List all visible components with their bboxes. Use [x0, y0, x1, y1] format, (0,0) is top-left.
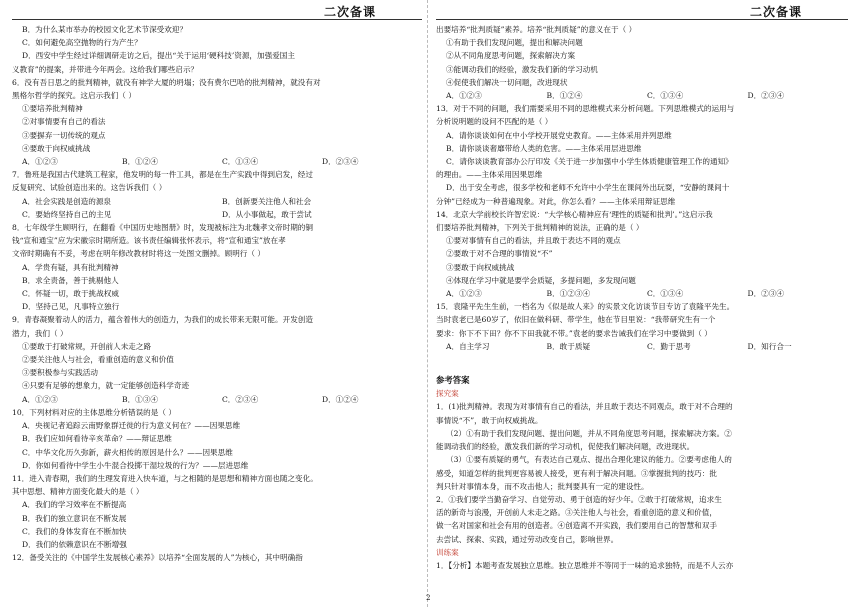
- page-number: 2: [426, 594, 431, 602]
- answer-options: [12, 393, 422, 406]
- right-header-title: 二次备课: [749, 5, 802, 19]
- text-line: 分析说明题的设问不匹配的是（ ）: [436, 117, 553, 127]
- text-line: 事情说“不”，敢于向权威挑战。: [436, 415, 543, 425]
- text-line: 的理由。——主体采用因果思维: [436, 170, 543, 180]
- text-line: C．如何避免高空抛物的行为产生？: [22, 38, 142, 48]
- text-line: D．坚持己见，凡事特立独行: [22, 302, 120, 312]
- text-line: ④只要有足够的想象力，就一定能够创造科学奇迹: [22, 381, 190, 391]
- text-line: A．央视记者追踪云南野象群迁徙的行为意义何在？——因果思维: [22, 421, 241, 431]
- answer-option: D．②③④: [322, 157, 359, 167]
- text-line: ④要敢于向权威挑战: [22, 143, 91, 153]
- text-line: [436, 353, 848, 366]
- answer-option: B．①③④: [122, 394, 158, 404]
- section-heading: 参考答案: [436, 375, 470, 386]
- answer-option: C．①③④: [222, 157, 259, 167]
- text-line: 感受，知道怎样的批判更容易被人接受，更有利于解决问题。③掌握批判的技巧：批: [436, 468, 717, 478]
- text-line: B．我们的独立意识在不断发展: [22, 513, 127, 523]
- text-line: C．请你谈谈教育部办公厅印发《关于进一步加强中小学生体质健康管理工作的通知》: [446, 157, 733, 167]
- answer-option: A．①②③: [446, 91, 482, 101]
- answer-option: D．①②④: [322, 394, 359, 404]
- text-line: ②要敢于对不合理的事情说“不”: [446, 249, 553, 259]
- answer-options: [12, 208, 422, 221]
- text-line: 9．青春凝聚着动人的活力，蕴含着伟大的创造力，为我们的成长带来无限可能。开发创造: [12, 315, 313, 325]
- text-line: ③要摒弃一切传统的观点: [22, 130, 106, 140]
- answer-options: [436, 287, 848, 300]
- text-line: 7．鲁班是我国古代建筑工程家，他发明的每一件工具，都是在生产实践中得到启发，经过: [12, 170, 313, 180]
- answer-option: A．社会实践是创造的源泉: [22, 196, 112, 206]
- text-line: ②对事情要有自己的看法: [22, 117, 106, 127]
- answer-option: C．②③④: [222, 394, 259, 404]
- text-line: 能调动我们的经验，激发我们新的学习动机，促使我们解决问题，改进现状。: [436, 442, 695, 452]
- text-line: ③要积极参与实践活动: [22, 368, 98, 378]
- text-line: 潜力，我们（ ）: [12, 328, 68, 338]
- text-line: ④促使我们解决一切问题，改进现状: [446, 77, 568, 87]
- text-line: B．请你谈谈奢靡带给人类的危害。——主体采用层进思维: [446, 143, 642, 153]
- answer-option: D．从小事做起，敢于尝试: [222, 209, 312, 219]
- text-line: 8．七年级学生顾明行，在翻看《中国历史地图册》时，发现被标注为北魏孝文帝时期的铜: [12, 223, 313, 233]
- left-header-title: 二次备课: [323, 5, 376, 19]
- column-divider: [426, 0, 431, 607]
- text-line: 当时袁老已是60岁了，依旧在做科研、带学生，他在节目里说：“我带研究生有一个: [436, 315, 716, 325]
- text-line: ③能调动我们的经验，激发我们新的学习动机: [446, 64, 598, 74]
- text-line: D．出于安全考虑，很多学校和老师不允许中小学生在课间外出玩耍，“安静的课间十: [446, 183, 730, 193]
- text-line: A．我们的学习效率在不断提高: [22, 500, 127, 510]
- answer-option: D．②③④: [747, 91, 784, 101]
- answer-option: C．要始终坚持自己的主见: [22, 209, 112, 219]
- answer-options: [12, 155, 422, 168]
- text-line: 2．①我们要学当勤奋学习、自觉劳动、勇于创造的好少年。②敢于打破常规，追求生: [436, 494, 722, 504]
- answer-options: [436, 89, 848, 102]
- text-line: 其中思想、精神方面变化最大的是（ ）: [12, 487, 144, 497]
- text-line: 出要培养“批判质疑”素养。培养“批判质疑”的意义在于（ ）: [436, 25, 637, 34]
- text-line: 1．(1)批判精神。表现为对事情有自己的看法，并且敢于表达不同观点，敢于对不合理的: [436, 402, 733, 412]
- text-line: 15．袁隆平先生生前，一档名为《似是故人来》的实景文化访谈节目专访了袁隆平先生。: [436, 302, 735, 312]
- answer-option: C．①③④: [647, 91, 684, 101]
- answer-option: B．①②③④: [546, 289, 591, 299]
- text-line: C．怀疑一切，敢于挑战权威: [22, 289, 119, 299]
- answer-option: B．①②④: [122, 157, 158, 167]
- text-line: 12．备受关注的《中国学生发展核心素养》以培养“全面发展的人”为核心，其中明确指: [12, 553, 303, 563]
- text-line: 13．对于不同的问题，我们需要采用不同的思维模式来分析问题。下列思维模式的运用与: [436, 104, 735, 114]
- text-line: C．中华文化历久弥新，薪火相传的原因是什么？——因果思维: [22, 447, 233, 457]
- text-line: 11．进入青春期，我们的生理发育进入快车道，与之相随的是思想和精神方面也随之变化。: [12, 473, 318, 483]
- text-line: 6．没有吾日思之的批判精神，就没有神学大厦的坍塌；没有费尔巴哈的批判精神，就没有对: [12, 77, 321, 87]
- text-line: B．为什么某市举办的校园文化艺术节深受欢迎？: [22, 25, 188, 34]
- text-line: 做一名对国家和社会有用的创造者。④创造离不开实践，我们要用自己的智慧和双手: [436, 521, 717, 531]
- answer-options: [12, 195, 422, 208]
- text-line: 们要培养批判精神，下列关于批判精神的说法，正确的是（ ）: [436, 223, 644, 233]
- answer-option: A．①②③: [22, 394, 58, 404]
- answer-option: A．①②③: [22, 157, 58, 167]
- right-body: [436, 23, 848, 572]
- text-line: 文帝时期确有不妥，考虑在明年修改教材时将这一处图文删掉。顾明行（ ）: [12, 249, 266, 259]
- text-line: 去尝试、探索、实践，通过劳动改变自己，影响世界。: [436, 534, 619, 544]
- text-line: 反复研究、试验创造出来的。这告诉我们（ ）: [12, 183, 167, 193]
- text-line: ①要敢于打破常规，开创前人未走之路: [22, 341, 152, 351]
- answer-option: D．知行合一: [747, 341, 792, 351]
- answer-option: A．①②③: [446, 289, 482, 299]
- text-line: （3）①要有质疑的勇气，有表达自己观点、提出合理化建议的能力。②要考虑他人的: [446, 455, 732, 465]
- text-line: ②要关注他人与社会，看重创造的意义和价值: [22, 355, 174, 365]
- text-line: 14．北京大学前校长许智宏说：“大学核心精神应有‘理性的质疑和批判’。”这启示我: [436, 209, 713, 219]
- right-column: [436, 0, 848, 607]
- text-line: 1．【分析】本题考查发展独立思维。独立思维并不等同于一味的追求独特，而是不人云亦: [436, 560, 734, 570]
- answer-options: [436, 340, 848, 353]
- text-line: B．求全责备，善于挑剔他人: [22, 275, 119, 285]
- text-line: B．我们应如何看待辛亥革命？——辩证思维: [22, 434, 172, 444]
- text-line: 10．下列材料对应的主体思维分析错误的是（ ）: [12, 407, 176, 417]
- text-line: 要求：你下不下田？你不下田我就不带。”袁老的要求告诫我们在学习中要做到（ ）: [436, 328, 712, 338]
- text-line: ①要对事情有自己的看法，并且敢于表达不同的观点: [446, 236, 621, 246]
- subsection-heading: 训练案: [436, 547, 459, 557]
- text-line: ④体现在学习中就是要学会质疑，多提问题，多发现问题: [446, 275, 636, 285]
- answer-option: C．勤于思考: [647, 341, 691, 351]
- text-line: C．我们的身体发育在不断加快: [22, 526, 127, 536]
- text-line: D．我们的依赖意识在不断增强: [22, 539, 127, 549]
- text-line: ②从不同角度思考问题，探索解决方案: [446, 51, 576, 61]
- left-column: [12, 0, 422, 607]
- text-line: ①要培养批判精神: [22, 104, 83, 114]
- text-line: A．请你谈谈如何在中小学校开展党史教育。——主体采用并列思维: [446, 130, 672, 140]
- answer-option: A．自主学习: [446, 341, 490, 351]
- right-header: [436, 0, 848, 20]
- text-line: D．你如何看待中学生小牛混合投掷干湿垃圾的行为？——层进思维: [22, 460, 249, 470]
- left-body: [12, 23, 422, 564]
- text-line: D．西安中学生经过详细调研走访之后，提出“关于运用‘硬科技’资源，加强爱国主: [22, 51, 295, 61]
- answer-option: B．敢于质疑: [546, 341, 591, 351]
- text-line: 判只针对事情本身，而不攻击他人；批判要具有一定的建设性。: [436, 481, 649, 491]
- text-line: 分钟”已经成为一种普遍现象。对此，你怎么看？——主体采用辩证思维: [436, 196, 676, 206]
- answer-option: C．①③④: [647, 289, 684, 299]
- text-line: ①有助于我们发现问题，提出和解决问题: [446, 38, 583, 48]
- text-line: 黑格尔哲学的探究。这启示我们（ ）: [12, 91, 136, 101]
- text-line: ③要敢于向权威挑战: [446, 262, 515, 272]
- answer-option: B．创新要关注他人和社会: [222, 196, 312, 206]
- text-line: 活的新奇与浪漫，开创前人未走之路。③关注他人与社会，看重创造的意义和价值，: [436, 508, 717, 518]
- text-line: A．学贵有疑，具有批判精神: [22, 262, 119, 272]
- answer-option: D．②③④: [747, 289, 784, 299]
- subsection-heading: 探究案: [436, 389, 459, 399]
- text-line: 义教育”的提案，并带进今年两会。这给我们哪些启示？: [12, 64, 199, 74]
- left-header: [12, 0, 422, 20]
- answer-option: B．①②④: [546, 91, 583, 101]
- text-line: （2）①有助于我们发现问题、提出问题，并从不同角度思考问题，探索解决方案。②: [446, 428, 732, 438]
- text-line: 钱“宣和通宝”应为宋徽宗时期所造。该书责任编辑张怀表示，将“宣和通宝”放在孝: [12, 236, 286, 246]
